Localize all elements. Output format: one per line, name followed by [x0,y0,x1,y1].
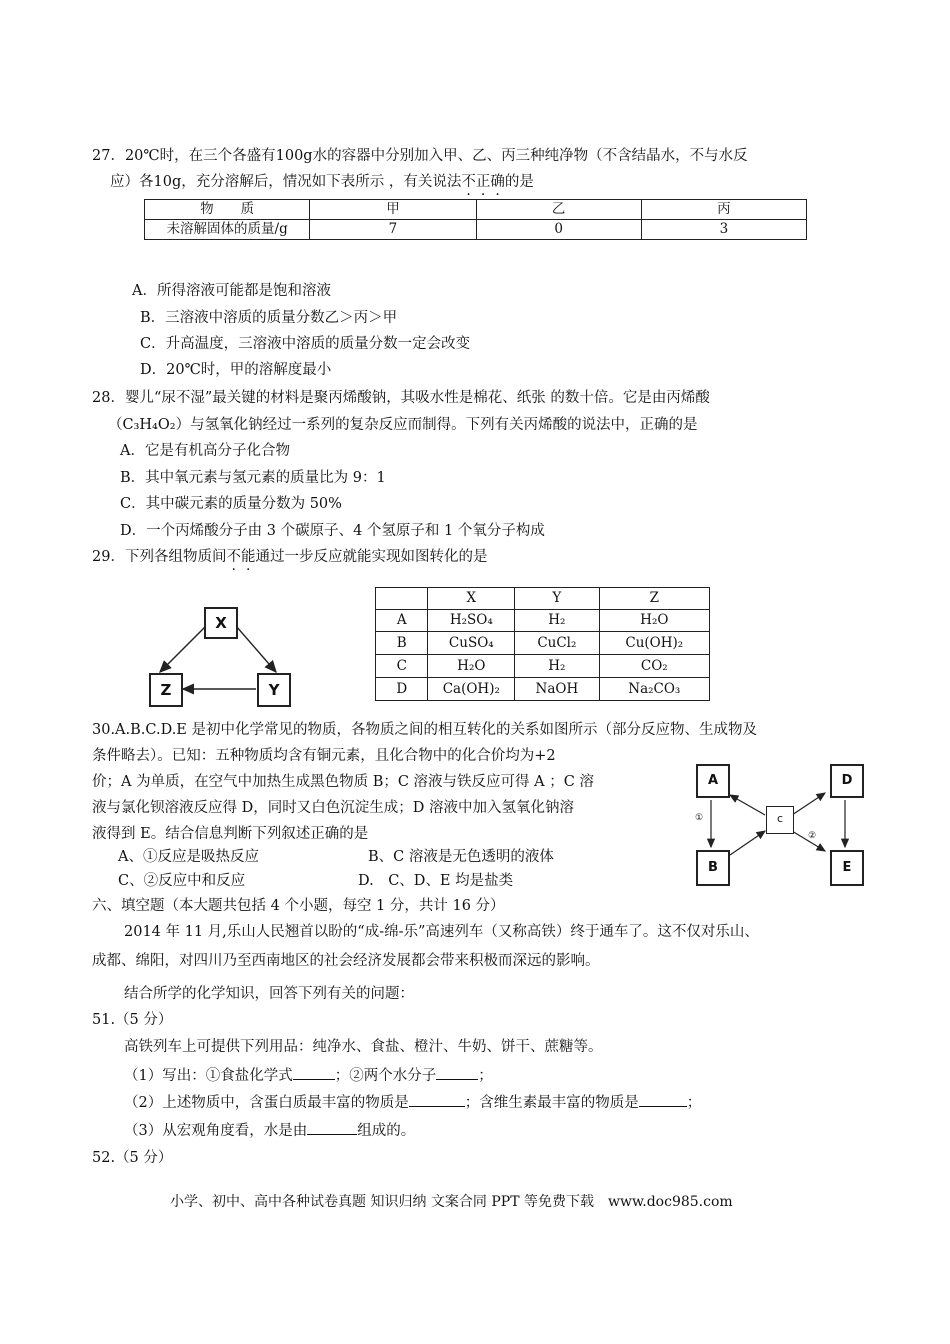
q27-option-b: B．三溶液中溶质的质量分数乙＞丙＞甲 [140,310,398,326]
q29-emph-2: 能 [240,549,256,565]
q27-line2-pre: 应）各10g，充分溶解后，情况如下表所示 ，有关说法 [110,174,462,190]
q30-line1: 30.A.B.C.D.E 是初中化学常见的物质，各物质之间的相互转化的关系如图所示（部分反应物、生成物及 [92,722,757,738]
q27-emph-1: 不 [461,174,476,190]
q29-row-label: A [376,610,428,632]
node-b: B [696,850,730,886]
q30-line3: 价；A 为单质，在空气中加热生成黑色物质 B；C 溶液与铁反应可得 A ；C 溶 [92,774,594,790]
q51-part-3b: 组成的。 [357,1123,416,1139]
table-row [376,678,710,701]
q51-part-1c: ； [478,1068,493,1084]
q29-cell: H₂O [428,655,515,678]
table-row [376,632,710,655]
arrow-b-to-c [730,831,765,855]
q29-th-z: Z [599,588,709,610]
answer-blank[interactable] [639,1092,687,1107]
q29-cell: Na₂CO₃ [599,678,709,701]
q29-cell: NaOH [515,678,599,701]
q27-cell-2: 0 [476,220,641,240]
q29-cell: CuSO₄ [428,632,515,655]
q28-option-a: A．它是有机高分子化合物 [120,443,290,459]
q29-cell: Ca(OH)₂ [428,678,515,701]
arrow-x-to-y [236,626,276,672]
section-6-intro-2: 成都、绵阳，对四川乃至西南地区的社会经济发展都会带来积极而深远的影响。 [92,953,600,969]
q30-option-c: C、②反应中和反应 [118,873,246,889]
q27-th-2: 乙 [476,200,641,220]
table-row [376,610,710,632]
reaction-label-1: ① [695,813,704,823]
q51-part-1b: ；②两个水分子 [334,1068,437,1084]
q51-title: 51.（5 分） [92,1012,173,1028]
table-row [376,655,710,678]
q27-th-3: 丙 [641,200,806,220]
node-c: c [766,806,794,834]
q29-th-y: Y [515,588,599,610]
q27-th-1: 甲 [310,200,476,220]
q28-line1: 28．婴儿“尿不湿”最关键的材料是聚丙烯酸钠，其吸水性是棉花、纸张 的数十倍。它是由丙烯酸 [92,390,710,406]
node-d: D [830,764,864,798]
q29-cell: H₂ [515,610,599,632]
q29-cell: H₂SO₄ [428,610,515,632]
q51-part-2c: ； [686,1095,702,1111]
q29-cell: H₂O [599,610,709,632]
node-y: Y [257,673,291,707]
table-row [145,200,807,220]
q29-cell: Cu(OH)₂ [599,632,709,655]
table-row [145,220,807,240]
q51-part-1 [124,1065,493,1086]
q51-stem: 高铁列车上可提供下列用品：纯净水、食盐、橙汁、牛奶、饼干、蔗糖等。 [124,1039,603,1055]
q27-table [144,199,807,240]
q51-part-3 [124,1120,415,1141]
answer-blank[interactable] [436,1065,478,1080]
q51-part-1a: （1）写出：①食盐化学式 [124,1068,293,1084]
q27-option-a: A．所得溶液可能都是饱和溶液 [132,283,331,299]
q51-part-2b: ；含维生素最丰富的物质是 [464,1095,639,1111]
q27-line1: 27．20℃时，在三个各盛有100g水的容器中分别加入甲、乙、丙三种纯净物（不含结晶水，不与水反 [92,148,748,164]
q27-emph-3: 确 [490,174,505,190]
q28-option-b: B．其中氧元素与氢元素的质量比为 9：1 [120,470,386,486]
section-6-intro-3: 结合所学的化学知识，回答下列有关的问题： [124,986,414,1002]
q29-cell: CO₂ [599,655,709,678]
answer-blank[interactable] [307,1120,357,1135]
q51-part-2 [124,1092,701,1113]
q29-line [92,547,487,567]
q29-line-pre: 29．下列各组物质间 [92,549,227,565]
answer-blank[interactable] [409,1092,465,1107]
q30-option-b: B、C 溶液是无色透明的液体 [368,849,554,865]
q51-part-2a: （2）上述物质中，含蛋白质最丰富的物质是 [124,1095,409,1111]
q52-title: 52.（5 分） [92,1150,173,1166]
reaction-label-2: ② [808,831,817,841]
node-x: X [204,607,238,639]
q29-cell: CuCl₂ [515,632,599,655]
q30-line4: 液与氯化钡溶液反应得 D，同时又白色沉淀生成；D 溶液中加入氢氧化钠溶 [92,800,574,816]
q27-option-d: D．20℃时，甲的溶解度最小 [140,362,332,378]
q29-cell: H₂ [515,655,599,678]
node-e: E [830,850,864,886]
q29-emph-1: 不 [226,549,241,565]
q29-row-label: B [376,632,428,655]
q27-row-label: 未溶解固体的质量/g [145,220,310,240]
section-6-heading: 六、填空题（本大题共包括 4 个小题，每空 1 分，共计 16 分） [92,898,505,914]
q27-option-c: C．升高温度，三溶液中溶质的质量分数一定会改变 [140,336,471,352]
q29-row-label: D [376,678,428,701]
q27-emph-2: 正 [475,174,491,190]
q29-table [375,587,710,701]
arrow-c-to-d [792,793,825,815]
q29-row-label: C [376,655,428,678]
q27-line2-post: 的是 [504,174,534,190]
table-row [376,588,710,610]
q29-line-post: 通过一步反应就能实现如图转化的是 [255,549,488,565]
node-a: A [696,764,730,798]
page-footer: 小学、初中、高中各种试卷真题 知识归纳 文案合同 PPT 等免费下载 www.doc985.com [170,1194,733,1210]
q29-th-0 [376,588,428,610]
q30-option-a: A、①反应是吸热反应 [118,849,259,865]
q27-line2 [110,172,534,192]
node-z: Z [149,673,183,707]
q27-cell-3: 3 [641,220,806,240]
q51-part-3a: （3）从宏观角度看，水是由 [124,1123,308,1139]
q28-option-c: C．其中碳元素的质量分数为 50% [120,496,342,512]
arrow-z-to-x [160,626,206,672]
arrow-c-to-a [730,795,765,815]
answer-blank[interactable] [293,1065,335,1080]
q27-th-0: 物 质 [145,200,310,220]
section-6-intro-1: 2014 年 11 月,乐山人民翘首以盼的“成-绵-乐”高速列车（又称高铁）终于通车了。这不仅对乐山、 [124,924,759,940]
q29-th-x: X [428,588,515,610]
q30-option-d: D. C、D、E 均是盐类 [358,873,514,889]
q28-line2: （C₃H₄O₂）与氢氧化钠经过一系列的复杂反应而制得。下列有关丙烯酸的说法中，正确的是 [108,417,698,433]
q28-option-d: D．一个丙烯酸分子由 3 个碳原子、4 个氢原子和 1 个氧分子构成 [120,523,545,539]
q30-line2: 条件略去）。已知：五种物质均含有铜元素，且化合物中的化合价均为+2 [92,748,556,764]
q30-line5: 液得到 E。结合信息判断下列叙述正确的是 [92,826,369,842]
q27-cell-1: 7 [310,220,476,240]
